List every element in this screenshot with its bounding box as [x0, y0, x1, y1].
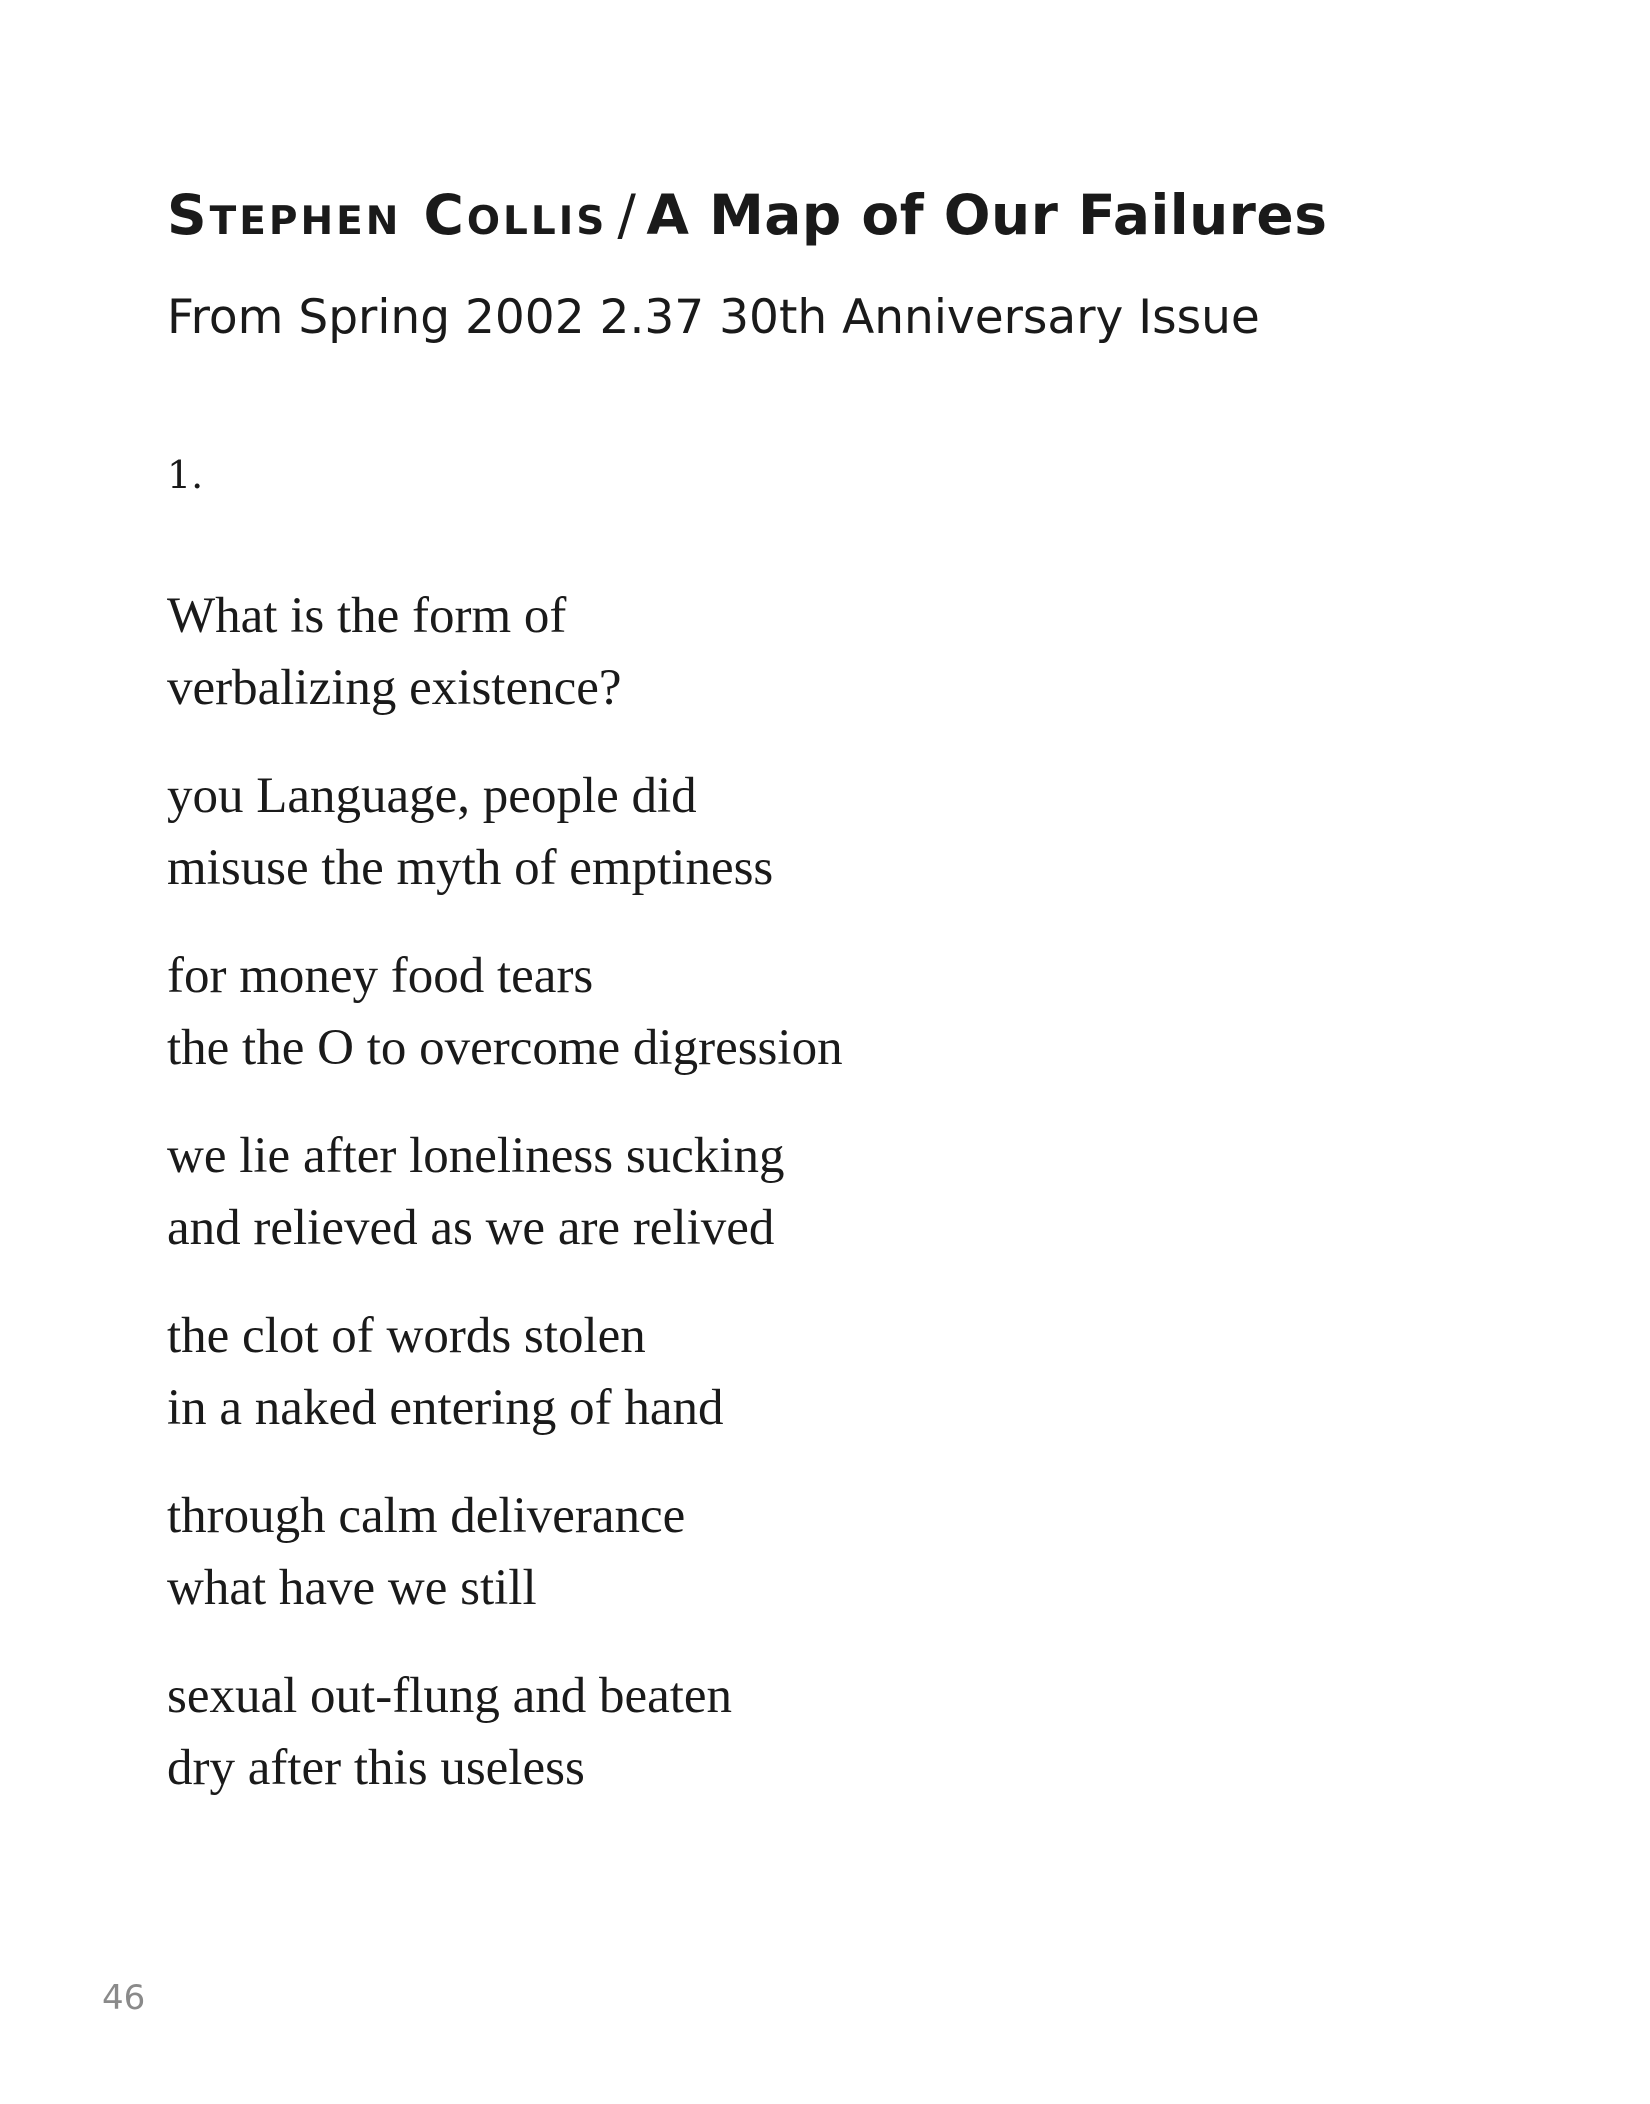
stanza: [167, 940, 1467, 1084]
poem-line: for money food tears: [167, 948, 594, 1004]
poem-line: the clot of words stolen: [167, 1308, 646, 1364]
stanza: [167, 1480, 1467, 1624]
poem-line: in a naked entering of hand: [167, 1380, 724, 1436]
stanza: [167, 1120, 1467, 1264]
stanza: [167, 760, 1467, 904]
title-separator: /: [617, 183, 637, 247]
stanza: [167, 1300, 1467, 1444]
poem-line: sexual out-flung and beaten: [167, 1668, 733, 1724]
page-number: 46: [102, 1978, 146, 2018]
poem-line: dry after this useless: [167, 1740, 585, 1796]
poem-body: [167, 580, 1467, 1840]
poem-line: and relieved as we are relived: [167, 1200, 775, 1256]
poem-title: A Map of Our Failures: [646, 183, 1328, 247]
poem-line: What is the form of: [167, 588, 567, 644]
poem-line: what have we still: [167, 1560, 537, 1616]
poem-line: the the O to overcome digression: [167, 1020, 843, 1076]
poem-line: we lie after loneliness sucking: [167, 1128, 785, 1184]
poem-heading: [167, 180, 1567, 250]
section-number: 1.: [167, 453, 204, 497]
issue-subtitle: From Spring 2002 2.37 30th Anniversary Issue: [167, 290, 1260, 345]
poem-line: misuse the myth of emptiness: [167, 840, 774, 896]
poem-line: you Language, people did: [167, 768, 697, 824]
poem-line: verbalizing existence?: [167, 660, 622, 716]
author-name: Stephen Collis: [167, 183, 608, 247]
stanza: [167, 1660, 1467, 1804]
header: [167, 180, 1567, 348]
stanza: [167, 580, 1467, 724]
poem-line: through calm deliverance: [167, 1488, 686, 1544]
